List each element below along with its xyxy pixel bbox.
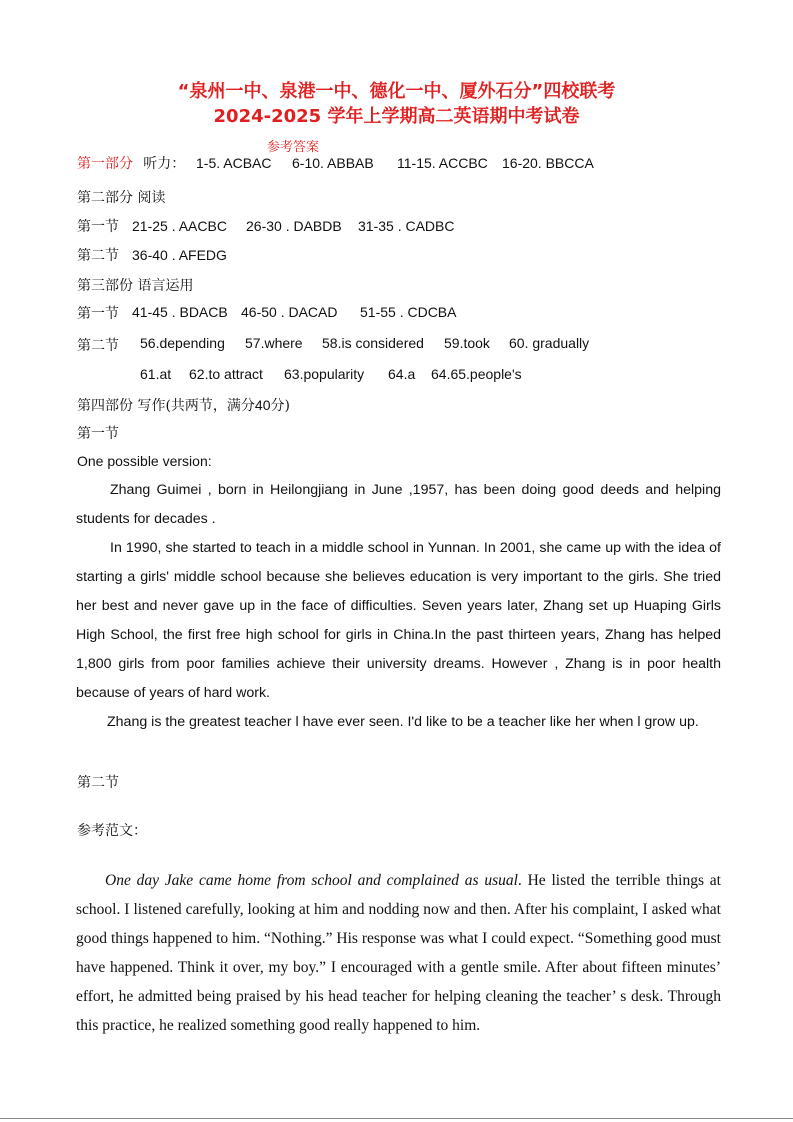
part4-label-end: 分) <box>270 398 290 414</box>
part1-name: 听力： <box>143 156 186 172</box>
essay1-paragraph-1: Zhang Guimei , born in Heilongjiang in June ,1957, has been doing good deeds and helping students for decades . <box>76 482 721 527</box>
part1-answer-2: 6-10. ABBAB <box>292 155 374 171</box>
part2-sec2-label: 第二节 <box>77 248 119 264</box>
essay2-body: . He listed the terrible things at school. I listened carefully, looking at him and nodding now and then. After his complaint, I asked what good things happened to him. “Nothing.” His response was what I could expect. “Something good must have happened. Think it over, my boy.” I encouraged with a gentle smile. After about fifteen minutes’ effort, he admitted being praised by his head teacher for helping cleaning the teacher’ s desk. Through this practice, he realized something good really happened to him. <box>76 872 721 1034</box>
version-label: One possible version: <box>77 453 212 469</box>
part3-sec2-answer-64: 64.a <box>388 366 416 382</box>
part3-sec1-answer-2: 46-50 . DACAD <box>241 304 338 320</box>
essay1-paragraph-2: In 1990, she started to teach in a middle school in Yunnan. In 2001, she came up with the idea of starting a girls' middle school because she believes education is very important to the girls. She tried her best and never gave up in the face of difficulties. Seven years later, Zhang set up Huaping Girls High School, the first free high school for girls in China.In the past thirteen years, Zhang has helped 1,800 girls from poor families achieve their university dreams. However , Zhang is in poor health because of years of hard work. <box>76 540 721 701</box>
part3-sec2-label: 第二节 <box>77 338 119 354</box>
part3-sec2-answer-62: 62.to attract <box>189 366 263 382</box>
part3-sec1-answer-1: 41-45 . BDACB <box>132 304 228 320</box>
page-bottom-divider <box>0 1118 793 1119</box>
part1-answer-4: 16-20. BBCCA <box>502 155 594 171</box>
part2-label: 第二部分 阅读 <box>77 190 166 206</box>
part2-sec2-answer-1: 36-40 . AFEDG <box>132 247 227 263</box>
part2-sec1-answer-3: 31-35 . CADBC <box>358 218 455 234</box>
part3-sec2-answer-57: 57.where <box>245 335 303 351</box>
part1-answer-1: 1-5. ACBAC <box>196 155 272 171</box>
part3-sec1-answer-3: 51-55 . CDCBA <box>360 304 457 320</box>
part3-sec2-answer-56: 56.depending <box>140 335 225 351</box>
part2-sec1-answer-2: 26-30 . DABDB <box>246 218 342 234</box>
essay2-first-sentence: One day Jake came home from school and complained as usual <box>105 872 518 889</box>
part4-label-row <box>77 396 290 415</box>
model-essay-label: 参考范文： <box>77 823 147 839</box>
part1-row <box>77 155 185 173</box>
part3-sec2-answer-65: 64.65.people's <box>431 366 522 382</box>
exam-title-line1: “泉州一中、泉港一中、德化一中、厦外石分”四校联考 <box>177 81 616 102</box>
part4-label: 第四部份 写作(共两节，满分 <box>77 398 255 414</box>
exam-title-line2: 2024-2025 学年上学期高二英语期中考试卷 <box>213 106 580 127</box>
part3-label: 第三部份 语言运用 <box>77 278 194 294</box>
part2-sec1-label: 第一节 <box>77 219 119 235</box>
part3-sec2-answer-59: 59.took <box>444 335 490 351</box>
part4-score: 40 <box>254 397 271 413</box>
part3-sec2-answer-61: 61.at <box>140 366 172 382</box>
part3-sec2-answer-58: 58.is considered <box>322 335 424 351</box>
part3-sec2-answer-60: 60. gradually <box>509 335 590 351</box>
answer-key-subtitle: 参考答案 <box>267 140 320 155</box>
part1-answer-3: 11-15. ACCBC <box>397 155 488 171</box>
part4-sec2-label: 第二节 <box>77 775 119 791</box>
part3-sec2-answer-63: 63.popularity <box>284 366 365 382</box>
part4-sec1-label: 第一节 <box>77 426 119 442</box>
essay1-paragraph-3: Zhang is the greatest teacher l have ever seen. I'd like to be a teacher like her when l grow up. <box>107 714 699 730</box>
part1-label: 第一部分 <box>77 156 133 172</box>
essay2-paragraph <box>76 866 721 1040</box>
part2-sec1-answer-1: 21-25 . AACBC <box>132 218 227 234</box>
part3-sec1-label: 第一节 <box>77 306 119 322</box>
